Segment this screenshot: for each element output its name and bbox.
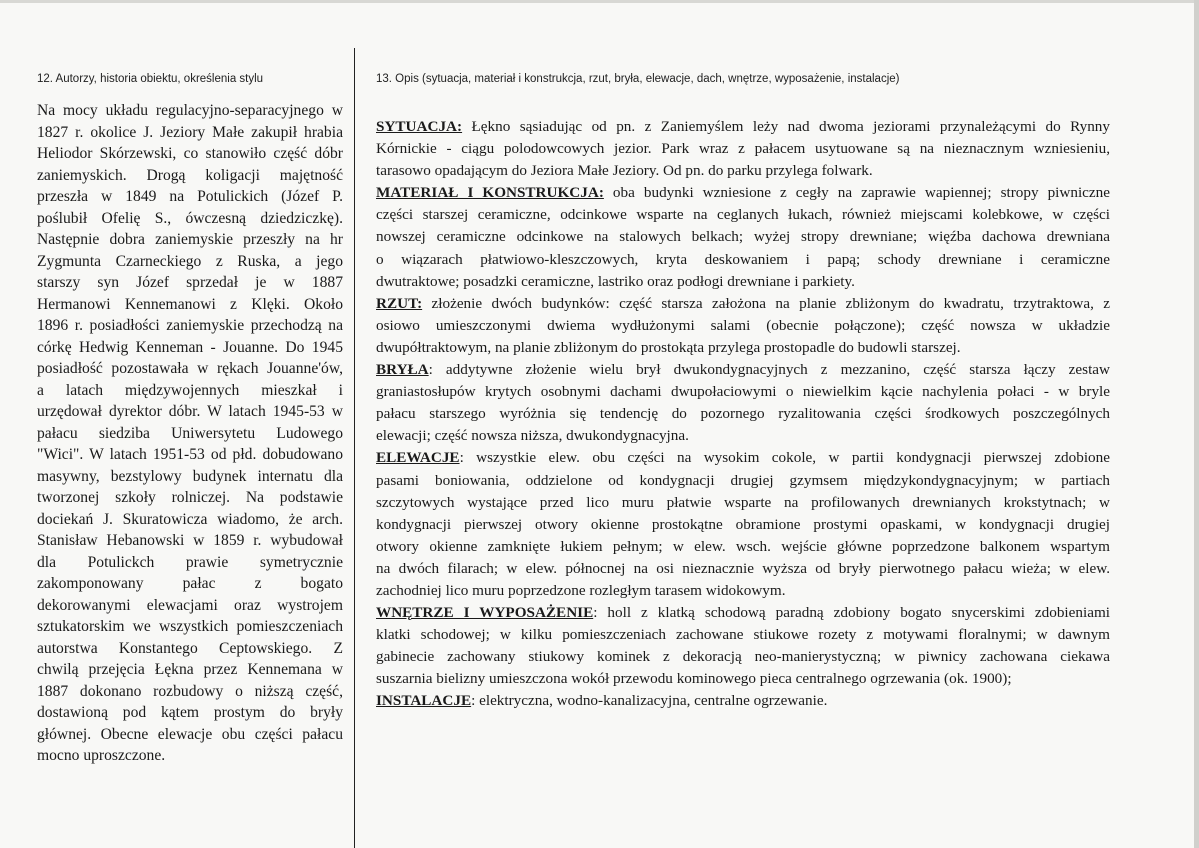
section-elewacje-label: ELEWACJE bbox=[376, 449, 460, 467]
history-line: Następnie dobra zaniemyskie przeszły na hr bbox=[37, 231, 343, 248]
history-line: córkę Hedwig Kenneman - Jouanne. Do 1945 bbox=[37, 338, 343, 356]
history-line: Na mocy układu regulacyjno-separacyjnego w bbox=[37, 102, 343, 119]
section-sytuacja-line: tarasowo opadającym do Jeziora Małe Jeziory. Od pn. do parku przylega folwark. bbox=[376, 162, 873, 180]
section-bryla-line: graniastosłupów krytych osobnymi dachami dwupołaciowymi o niewielkim kącie nachylenia połaci - w bryle bbox=[376, 383, 1110, 401]
history-line: 1827 r. okolice J. Jeziory Małe zakupił hrabia bbox=[37, 123, 343, 141]
history-line: Stanisław Hebanowski w 1859 r. wybudował bbox=[37, 532, 343, 549]
section-instalacje-line bbox=[376, 690, 1110, 712]
section-elewacje-text: : wszystkie elew. obu części na wysokim cokole, w partii kondygnacji pierwszej zdobione bbox=[459, 449, 1110, 467]
section-material-text: oba budynki wzniesione z cegły na zaprawie wapiennej; stropy piwniczne bbox=[603, 184, 1110, 202]
section-elewacje-line: zachodniej lico muru poprzedzone rozległym tarasem widokowym. bbox=[376, 581, 786, 599]
history-line: pałacu siedziba Uniwersytetu Ludowego bbox=[37, 424, 343, 442]
history-line: posiadłość pozostawała w rękach Jouanne'ów, bbox=[37, 360, 343, 377]
history-line: głównej. Obecne elewacje obu części pałacu bbox=[37, 725, 343, 743]
section-sytuacja-line: Kórnickie - ciągu polodowcowych jezior. Park wraz z pałacem usytuowane są na nieznacznym wzniesieniu, bbox=[376, 140, 1110, 158]
section-instalacje-text: : elektryczna, wodno-kanalizacyjna, centralne ogrzewanie. bbox=[471, 692, 828, 710]
left-column-header: 12. Autorzy, historia obiektu, określenia stylu bbox=[37, 73, 264, 85]
history-line: Hermanowi Kennemanowi z Klęki. Około bbox=[37, 295, 343, 313]
section-bryla-label: BRYŁA bbox=[376, 361, 429, 379]
history-line: dla Potulickch prawie symetrycznie bbox=[37, 553, 343, 571]
section-material-line: o wiązarach płatwiowo-kleszczowych, kryta deskowaniem i papą; schody drewniane i ceramiczne bbox=[376, 250, 1110, 268]
section-rzut-line: dwupółtraktowym, na planie zbliżonym do prostokąta przylega prostopadle do budowli starszej. bbox=[376, 338, 961, 356]
section-sytuacja-label: SYTUACJA: bbox=[376, 118, 463, 135]
history-line: "Wici". W latach 1951-53 od płd. dobudowano bbox=[37, 446, 343, 463]
section-elewacje-line: pasami boniowania, oddzielone od kondygnacji drugiej gzymsem międzykondygnacyjnym; w partiach bbox=[376, 471, 1110, 489]
history-line: dociekań J. Skuratowicza wiadomo, że arch. bbox=[37, 510, 343, 528]
section-wnetrze-line: klatki schodowej; w kilku pomieszczeniach zachowane stiukowe rozety z motywami floralnymi; w dawnym bbox=[376, 626, 1110, 644]
section-wnetrze-line: gabinecie zachowany stiukowy kominek z dekoracją neo-manierystyczną; w piwnicy zachowana ciekawa bbox=[376, 648, 1110, 666]
section-elewacje-line: kondygnacji pierwszej otwory okienne prostokątne obramione prostymi opaskami, w kondygnacji drugiej bbox=[376, 515, 1110, 533]
section-rzut-text: złożenie dwóch budynków: część starsza założona na planie zbliżonym do kwadratu, trzytraktowa, z bbox=[422, 294, 1110, 312]
section-material-line bbox=[376, 182, 1110, 204]
right-column-header: 13. Opis (sytuacja, materiał i konstrukcja, rzut, bryła, elewacje, dach, wnętrze, wyposażenie, instalacje) bbox=[376, 73, 900, 85]
section-wnetrze-line bbox=[376, 602, 1110, 624]
column-divider bbox=[354, 48, 355, 848]
section-material-line: części starszej ceramiczne, odcinkowe wsparte na ceglanych łukach, również miejscami kolebkowe, w części bbox=[376, 206, 1110, 224]
history-line: poślubił Ofelię S., ówczesną dziedziczkę). bbox=[37, 209, 343, 227]
history-text bbox=[37, 100, 343, 767]
section-rzut-label: RZUT: bbox=[376, 294, 423, 312]
section-elewacje-line bbox=[376, 447, 1110, 469]
section-wnetrze-label: WNĘTRZE I WYPOSAŻENIE bbox=[376, 604, 594, 622]
section-bryla-line bbox=[376, 359, 1110, 381]
history-line: przeszła w 1849 na Potulickich (Józef P. bbox=[37, 188, 343, 205]
history-line: mocno uproszczone. bbox=[37, 747, 166, 764]
section-wnetrze-line: suszarnia bielizny umieszczona wokół przewodu kominowego pieca centralnego ogrzewania (ok. 1900); bbox=[376, 670, 1012, 688]
section-bryla-line: pałacu starszego wyróżnia się tendencję do pozornego ryzalitowania części środkowych poszczególnych bbox=[376, 405, 1110, 423]
section-material-label: MATERIAŁ I KONSTRUKCJA: bbox=[376, 184, 604, 202]
section-sytuacja-line bbox=[376, 116, 1110, 138]
section-wnetrze-text: : holl z klatką schodową paradną zdobiony bogato snycerskimi zdobieniami bbox=[593, 604, 1110, 622]
history-line: dostawioną pod kątem prostym do bryły bbox=[37, 704, 343, 721]
history-line: masywny, bezstylowy budynek internatu dla bbox=[37, 467, 343, 485]
history-line: 1896 r. posiadłości zaniemyskie przechodzą na bbox=[37, 317, 343, 334]
history-line: Heliodor Skórzewski, co stanowiło część dóbr bbox=[37, 145, 343, 162]
page-edge bbox=[0, 0, 1199, 3]
section-material-line: dwutraktowe; posadzki ceramiczne, lastriko oraz podłogi drewniane i parkiety. bbox=[376, 272, 855, 290]
history-line: urzędował dyrektor dóbr. W latach 1945-53 w bbox=[37, 403, 343, 420]
page-edge bbox=[1194, 0, 1199, 848]
section-rzut-line bbox=[376, 293, 1110, 315]
history-line: zaniemyskich. Drogą koligacji majętność bbox=[37, 166, 343, 184]
description-text bbox=[376, 116, 1110, 713]
history-line: zakomponowany pałac z bogato bbox=[37, 575, 343, 592]
history-line: autorstwa Konstantego Ceptowskiego. Z bbox=[37, 639, 343, 657]
section-sytuacja-text: Łękno sąsiadując od pn. z Zaniemyślem leży nad dwoma jeziorami przynależącymi do Rynny bbox=[462, 118, 1110, 135]
section-rzut-line: osiowo umieszczonymi dwiema wydłużonymi salami (obecnie połączone); część nowsza w układzie bbox=[376, 316, 1110, 334]
history-line: dekorowanymi elewacjami oraz wystrojem bbox=[37, 596, 343, 614]
history-line: tworzonej szkoły rolniczej. Na podstawie bbox=[37, 489, 343, 506]
history-line: Zygmunta Czarneckiego z Ruska, a jego bbox=[37, 252, 343, 270]
section-elewacje-line: otwory okienne zamknięte łukiem pełnym; w elew. wsch. wejście główne poprzedzone balkonem wspartym bbox=[376, 537, 1110, 555]
history-line: starszy syn Józef sprzedał je w 1887 bbox=[37, 274, 343, 291]
history-line: a latach międzywojennych mieszkał i bbox=[37, 381, 343, 399]
section-bryla-line: elewacji; część nowsza niższa, dwukondygnacyjna. bbox=[376, 427, 689, 445]
history-line: sztukatorskim we wszystkich pomieszczeniach bbox=[37, 618, 343, 635]
history-line: chwilą przejęcia Łękna przez Kennemana w bbox=[37, 661, 343, 678]
section-material-line: nowszej ceramiczne odcinkowe na stalowych belkach; wyżej stropy drewniane; więźba dachowa drewniana bbox=[376, 228, 1110, 246]
history-line: 1887 dokonano rozbudowy o niższą część, bbox=[37, 682, 343, 700]
section-instalacje-label: INSTALACJE bbox=[376, 692, 472, 710]
section-elewacje-line: na dwóch filarach; w elew. północnej na osi nieznacznie wyższa od bryły pierwotnego pałacu wieża; w elew. bbox=[376, 559, 1110, 577]
section-bryla-text: : addytywne złożenie wielu brył dwukondygnacyjnych z mezzanino, część starsza łączy zestaw bbox=[428, 361, 1110, 379]
section-elewacje-line: szczytowych wystające przed lico muru płatwie wsparte na profilowanych drewnianych krokstytnach; w bbox=[376, 493, 1110, 511]
